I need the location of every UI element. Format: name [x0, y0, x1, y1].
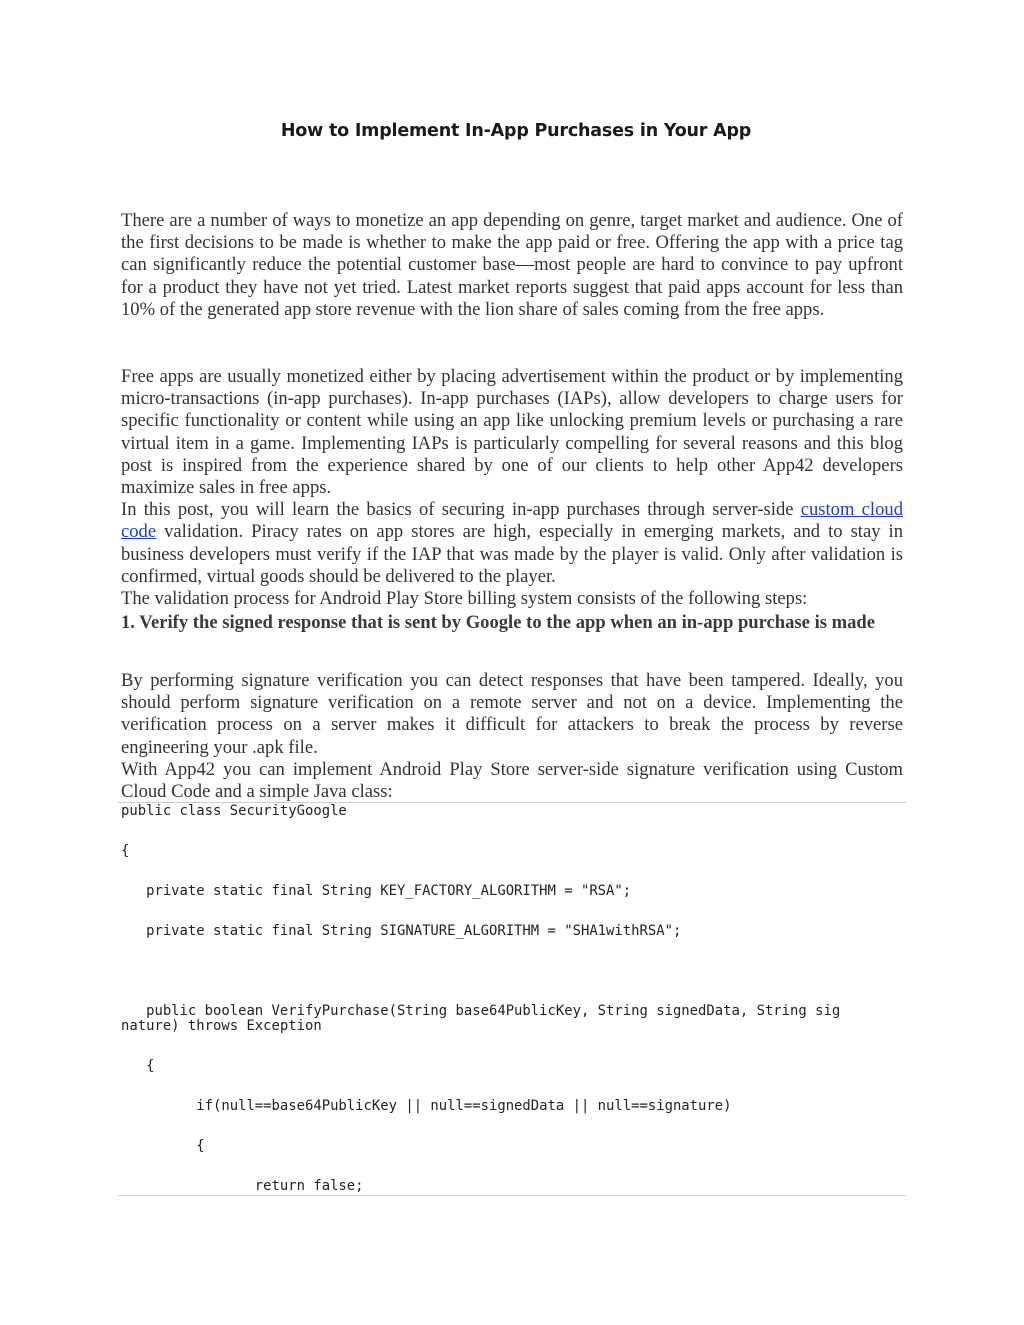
code-line — [121, 1038, 906, 1058]
code-line — [121, 1158, 906, 1178]
code-line: if(null==base64PublicKey || null==signedData || null==signature) — [121, 1098, 732, 1114]
paragraph-signature-verification: By performing signature verification you can detect responses that have been tampered. Ideally, you should perform signature verification on a remote server and not on a device. Implementing the verification process on a server makes it difficult for attackers to break the process by reverse engineering your .apk file. — [121, 670, 903, 758]
page-title: How to Implement In-App Purchases in Your App — [280, 121, 752, 141]
code-line: private static final String KEY_FACTORY_ALGORITHM = "RSA"; — [121, 883, 632, 899]
code-line: public class SecurityGoogle — [121, 803, 347, 819]
step-1-heading: 1. Verify the signed response that is sent by Google to the app when an in-app purchase is made — [121, 612, 875, 633]
code-line: public boolean VerifyPurchase(String base64PublicKey, String signedData, String sig — [121, 1003, 841, 1019]
code-line — [121, 903, 906, 923]
code-block — [121, 803, 906, 1198]
code-line: { — [121, 1058, 155, 1074]
paragraph-in-this-post-rest: validation. Piracy rates on app stores are high, especially in emerging markets, and to stay in business developers must verify if the IAP that was made by the player is valid. Only after validation is confirmed, virtual goods should be delivered to the player. — [121, 521, 903, 587]
paragraph-app42-java-class: With App42 you can implement Android Play Store server-side signature verification using Custom Cloud Code and a simple Java class: — [121, 758, 903, 803]
paragraph-monetization: There are a number of ways to monetize an app depending on genre, target market and audience. One of the first decisions to be made is whether to make the app paid or free. Offering the app with a price tag can significantly reduce the potential customer base—most people are hard to convince to pay upfront for a product they have not yet tried. Latest market reports suggest that paid apps account for less than 10% of the generated app store revenue with the lion share of sales coming from the free apps. — [121, 210, 903, 320]
paragraph-in-this-post-text: In this post, you will learn the basics of securing in-app purchases through server-side — [121, 499, 801, 521]
code-line — [121, 1118, 906, 1138]
paragraph-in-this-post — [121, 499, 903, 588]
paragraph-validation-steps: The validation process for Android Play Store billing system consists of the following steps: — [121, 588, 808, 610]
code-line: { — [121, 843, 130, 859]
code-line — [121, 1078, 906, 1098]
code-line — [121, 983, 906, 1003]
code-line: { — [121, 1138, 205, 1154]
code-line — [121, 823, 906, 843]
paragraph-free-apps: Free apps are usually monetized either by placing advertisement within the product or by implementing micro-transactions (in-app purchases). In-app purchases (IAPs), allow developers to charge users for specific functionality or content while using an app like unlocking premium levels or purchasing a rare virtual item in a game. Implementing IAPs is particularly compelling for several reasons and this blog post is inspired from the experience shared by one of our clients to help other App42 developers maximize sales in free apps. — [121, 366, 903, 499]
code-line — [121, 863, 906, 883]
code-line: nature) throws Exception — [121, 1018, 322, 1034]
intro-paragraph — [121, 210, 903, 321]
body-section — [121, 366, 903, 610]
code-block-bottom-rule — [118, 1195, 906, 1196]
custom-cloud-code-link[interactable]: custom cloud code — [121, 499, 903, 543]
code-line — [121, 943, 906, 963]
code-line: private static final String SIGNATURE_ALGORITHM = "SHA1withRSA"; — [121, 923, 682, 939]
signature-section — [121, 670, 903, 803]
code-line: return false; — [121, 1178, 364, 1194]
code-line — [121, 963, 906, 983]
